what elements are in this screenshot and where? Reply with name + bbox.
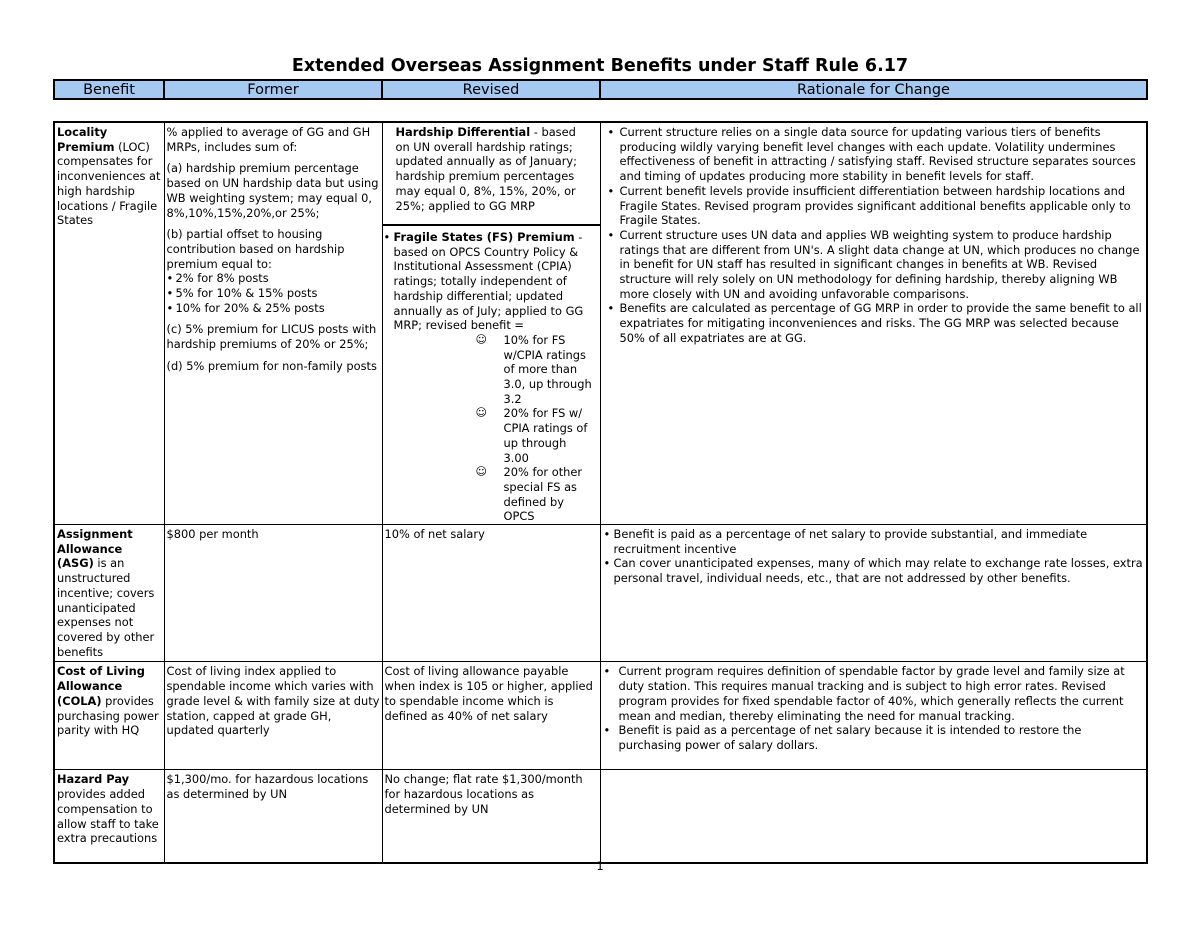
table-row-cola xyxy=(54,662,1147,770)
former-b-list xyxy=(167,271,380,315)
former-intro: % applied to average of GG and GH MRPs, includes sum of: xyxy=(166,125,371,154)
revised-cell-cola: Cost of living allowance payable when index is 105 or higher, applied to spendable income which is defined as 40% of net salary xyxy=(382,662,600,770)
former-cell-loc xyxy=(164,122,382,525)
page-number: 1 xyxy=(596,859,604,873)
header-former: Former xyxy=(164,80,382,99)
revised-cell-loc xyxy=(382,122,600,525)
list-item: • Current benefit levels provide insufficient differentiation between hardship locations and Fragile States. Revised program provides significant additional benefits applicable only to Fragile States. xyxy=(603,184,1145,228)
hardship-differential-block xyxy=(383,123,600,226)
benefit-abbr: (LOC) xyxy=(114,139,150,154)
benefit-name: Cost of Living Allowance (COLA) xyxy=(57,664,145,708)
header-rationale: Rationale for Change xyxy=(600,80,1147,99)
rationale-list xyxy=(603,125,1145,346)
former-item-a: (a) hardship premium percentage based on UN hardship data but using WB weighting system; may equal 0, 8%,10%,15%,20%,or 25%; xyxy=(166,161,379,220)
revised-cell-asg: 10% of net salary xyxy=(382,525,600,662)
benefit-desc: provides purchasing power parity with HQ xyxy=(57,693,159,738)
fs-title: Fragile States (FS) Premium xyxy=(393,230,575,244)
rationale-cell-loc xyxy=(600,122,1147,525)
revised-cell-hazard: No change; flat rate $1,300/month for hazardous locations as determined by UN xyxy=(382,770,600,863)
list-item: • Can cover unanticipated expenses, many of which may relate to exchange rate losses, extra personal travel, individual needs, etc., that are not addressed by other benefits. xyxy=(603,556,1145,585)
bullet: • xyxy=(383,230,391,244)
list-item: ☺ 10% for FS w/CPIA ratings of more than 3.0, up through 3.2 xyxy=(489,333,594,407)
former-item-c: (c) 5% premium for LICUS posts with hardship premiums of 20% or 25%; xyxy=(166,322,377,352)
list-item: • Benefits are calculated as percentage of GG MRP in order to provide the same benefit to all expatriates for mitigating inconveniences and risks. The GG MRP was selected because 50% of all expatriates are at GG. xyxy=(603,301,1145,345)
benefit-name: Hazard Pay xyxy=(57,772,130,787)
list-item: • Benefit is paid as a percentage of net salary to provide substantial, and immediate recruitment incentive xyxy=(603,527,1145,556)
benefit-name: Assignment Allowance (ASG) xyxy=(57,527,133,571)
table-row-hazard xyxy=(54,770,1147,863)
rationale-list xyxy=(603,527,1145,586)
rationale-cell-cola xyxy=(600,662,1147,770)
former-item-d: (d) 5% premium for non-family posts xyxy=(166,358,377,373)
benefit-desc: is an unstructured incentive; covers unanticipated expenses not covered by other benefits xyxy=(57,556,155,659)
table-row-loc xyxy=(54,122,1147,525)
header-benefit: Benefit xyxy=(54,80,164,99)
benefit-desc: provides added compensation to allow staff to take extra precautions xyxy=(57,787,159,846)
rationale-list xyxy=(603,664,1145,752)
fragile-states-block xyxy=(383,226,600,524)
former-item-b: (b) partial offset to housing contribution based on hardship premium equal to: xyxy=(166,227,345,271)
former-cell-asg: $800 per month xyxy=(164,525,382,662)
benefit-name: Locality Premium xyxy=(57,125,115,154)
list-item: • 10% for 20% & 25% posts xyxy=(167,301,380,316)
rationale-cell-hazard xyxy=(600,770,1147,863)
list-item: • Current program requires definition of spendable factor by grade level and family size at duty station. This requires manual tracking and is subject to high error rates. Revised program provides for fixed spendable factor of 40%, which generally reflects the current mean and median, thereby eliminating the need for manual tracking. xyxy=(603,664,1145,723)
table-row-asg xyxy=(54,525,1147,662)
header-revised: Revised xyxy=(382,80,600,99)
list-item: • Current structure relies on a single data source for updating various tiers of benefits producing wildly varying benefit level changes with each update. Volatility undermines effectiveness of benefit in attracting / satisfying staff. Revised structure separates sources and timing of updates producing more stability in benefit levels for staff. xyxy=(603,125,1145,184)
hd-title: Hardship Differential xyxy=(395,125,531,139)
benefit-cell-hazard xyxy=(54,770,164,863)
benefit-cell-asg xyxy=(54,525,164,662)
former-cell-cola: Cost of living index applied to spendable income which varies with grade level & with family size at duty station, capped at grade GH, updated quarterly xyxy=(164,662,382,770)
fs-list xyxy=(394,333,594,524)
fs-text: - based on OPCS Country Policy & Institutional Assessment (CPIA) ratings; totally independent of hardship differential; updated annually as of July; applied to GG MRP; revised benefit = xyxy=(393,230,584,333)
header-table xyxy=(53,79,1148,100)
benefits-table xyxy=(53,121,1148,864)
benefit-cell-cola xyxy=(54,662,164,770)
former-cell-hazard: $1,300/mo. for hazardous locations as determined by UN xyxy=(164,770,382,863)
list-item: • Current structure uses UN data and applies WB weighting system to produce hardship ratings that are different from UN's. A slight data change at UN, which produces no change in benefit for UN staff has resulted in significant changes in benefits at WB. Revised structure will rely solely on UN methodology for defining hardship, thereby aligning WB more closely with UN and avoiding unfavorable comparisons. xyxy=(603,228,1145,302)
hd-text: - based on UN overall hardship ratings; updated annually as of January; hardship premium percentages may equal 0, 8%, 15%, 20%, or 25%; applied to GG MRP xyxy=(395,125,577,213)
benefit-desc: compensates for inconveniences at high hardship locations / Fragile States xyxy=(57,154,161,228)
rationale-cell-asg xyxy=(600,525,1147,662)
list-item: • 2% for 8% posts xyxy=(167,271,380,286)
document-title: Extended Overseas Assignment Benefits under Staff Rule 6.17 xyxy=(291,56,909,76)
list-item: • 5% for 10% & 15% posts xyxy=(167,286,380,301)
list-item: ☺ 20% for FS w/ CPIA ratings of up through 3.00 xyxy=(489,406,594,465)
benefit-cell-loc xyxy=(54,122,164,525)
list-item: ☺ 20% for other special FS as defined by OPCS xyxy=(489,465,594,524)
list-item: • Benefit is paid as a percentage of net salary because it is intended to restore the purchasing power of salary dollars. xyxy=(603,723,1145,752)
